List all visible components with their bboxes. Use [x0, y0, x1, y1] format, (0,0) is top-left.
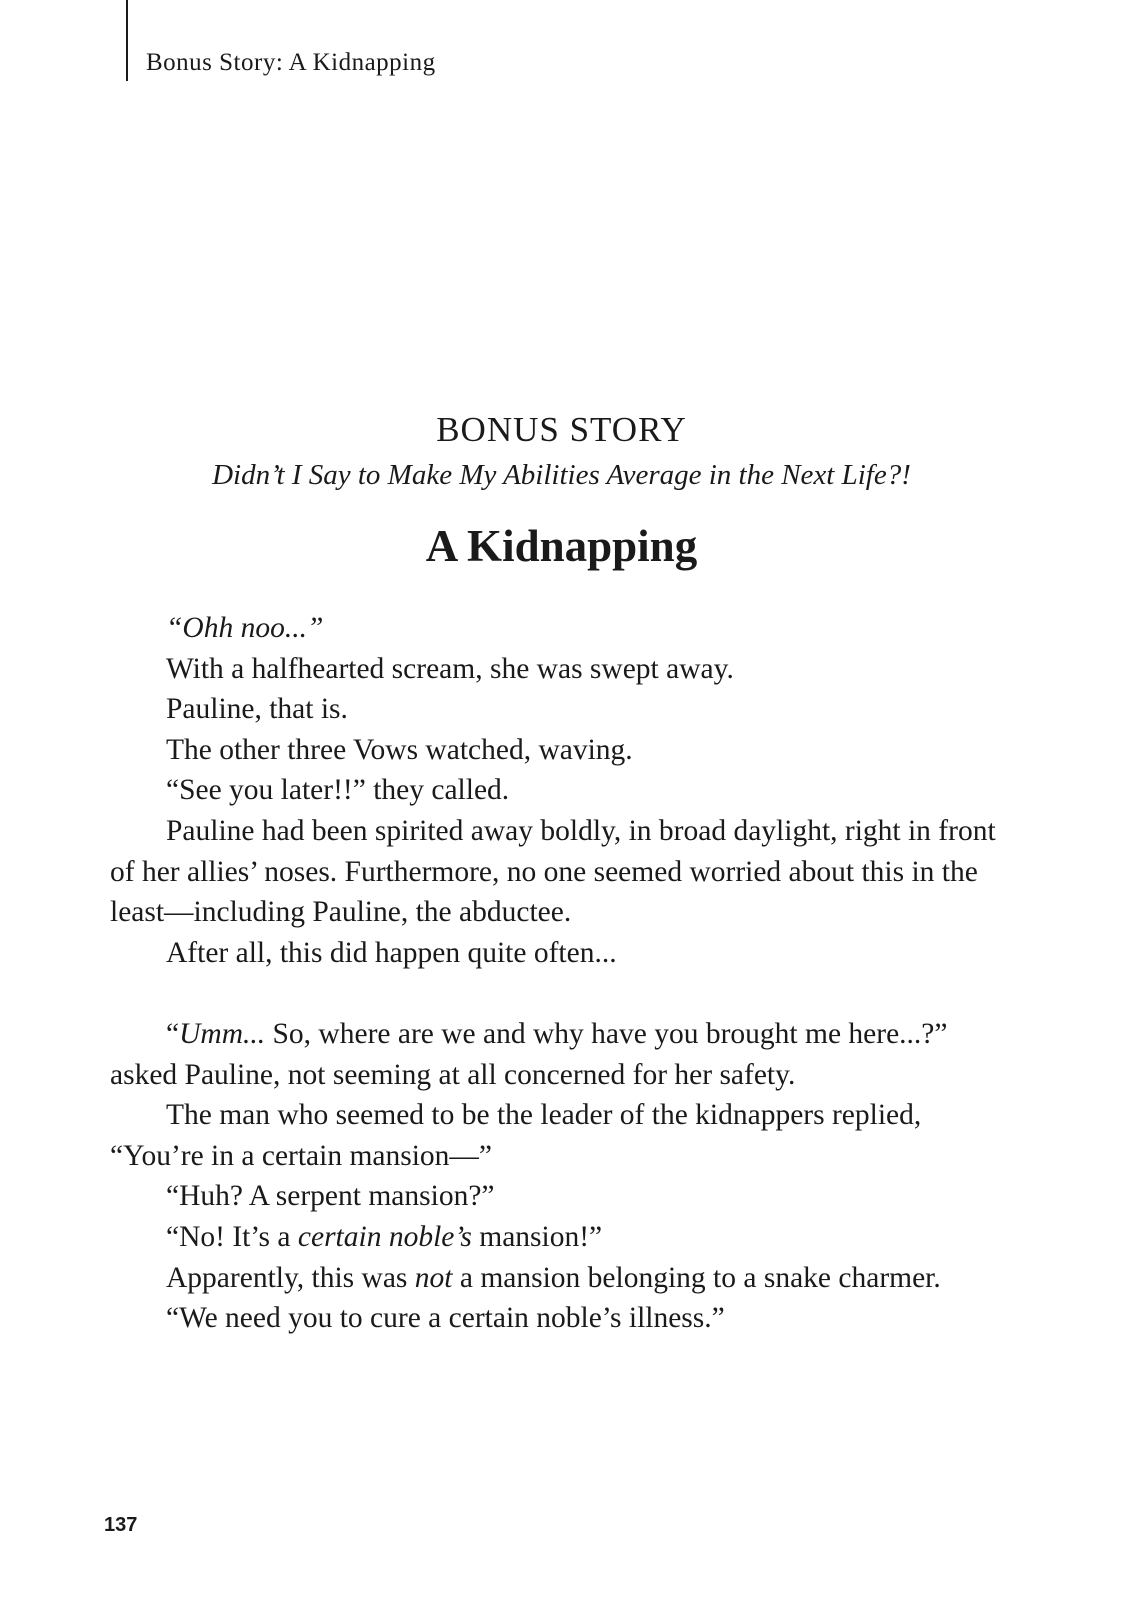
paragraph: After all, this did happen quite often...	[166, 936, 617, 969]
paragraph: “See you later!!” they called.	[166, 774, 510, 807]
paragraph: Pauline had been spirited away boldly, in broad daylight, right in front of her allies’ noses. Furthermore, no one seemed worried about this in the least—including Pauline, the abductee.	[110, 814, 996, 929]
paragraph: The other three Vows watched, waving.	[166, 733, 633, 766]
paragraph: Pauline, that is.	[166, 693, 348, 726]
chapter-heading	[0, 410, 1123, 571]
paragraph: “We need you to cure a certain noble’s illness.”	[166, 1302, 725, 1335]
paragraph: Apparently, this was not a mansion belonging to a snake charmer.	[166, 1261, 941, 1294]
scene-break	[110, 973, 1005, 1014]
paragraph: “Huh? A serpent mansion?”	[166, 1180, 495, 1213]
running-head: Bonus Story: A Kidnapping	[146, 49, 436, 76]
page-number: 137	[104, 1514, 138, 1536]
running-head-rule	[126, 0, 128, 81]
paragraph: “Umm... So, where are we and why have you brought me here...?” asked Pauline, not seeming at all concerned for her safety.	[110, 1017, 948, 1091]
series-title: Didn’t I Say to Make My Abilities Average in the Next Life?!	[212, 459, 911, 491]
bonus-story-label: BONUS STORY	[436, 410, 687, 449]
paragraph: “Ohh noo...”	[166, 612, 324, 644]
paragraph: “No! It’s a certain noble’s mansion!”	[166, 1220, 603, 1253]
chapter-title: A Kidnapping	[425, 521, 698, 571]
paragraph: With a halfhearted scream, she was swept away.	[166, 652, 734, 685]
paragraph: The man who seemed to be the leader of the kidnappers replied, “You’re in a certain mansion—”	[110, 1099, 922, 1172]
body-text	[110, 608, 1005, 1339]
